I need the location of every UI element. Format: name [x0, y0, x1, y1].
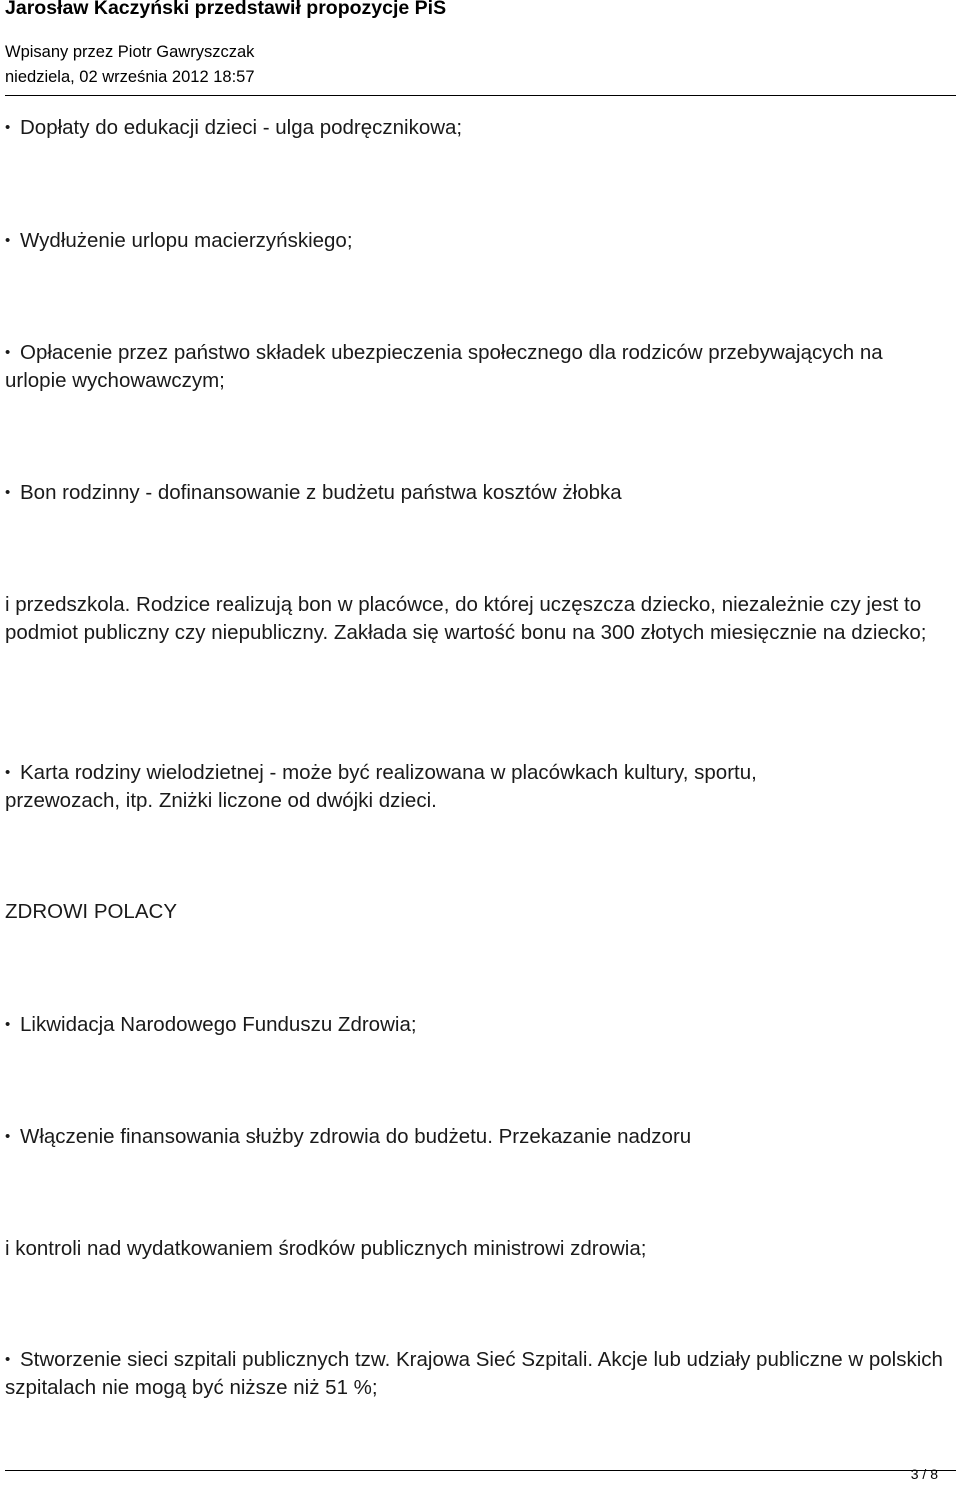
footer-divider: [5, 1470, 956, 1471]
bullet-icon: •: [5, 1128, 11, 1145]
paragraph: i przedszkola. Rodzice realizują bon w placówce, do której uczęszcza dziecko, niezależnie czy jest to podmiot publiczny czy niepubliczny. Zakłada się wartość bonu na 300 złotych miesięcznie na dziecko;: [5, 593, 927, 644]
list-item-text: Wydłużenie urlopu macierzyńskiego;: [20, 229, 353, 252]
list-item: [5, 339, 935, 395]
paragraph: i kontroli nad wydatkowaniem środków publicznych ministrowi zdrowia;: [5, 1237, 647, 1260]
article-author: Wpisany przez Piotr Gawryszczak: [5, 43, 255, 61]
list-item: [5, 759, 865, 815]
bullet-icon: •: [5, 1016, 11, 1033]
list-item: [5, 479, 957, 507]
bullet-icon: •: [5, 484, 11, 501]
list-item-text: Karta rodziny wielodzietnej - może być realizowana w placówkach kultury, sportu, przewozach, itp. Zniżki liczone od dwójki dzieci.: [5, 761, 757, 812]
bullet-icon: •: [5, 764, 11, 781]
list-item: [5, 1346, 957, 1402]
bullet-icon: •: [5, 344, 11, 361]
list-item-text: Opłacenie przez państwo składek ubezpieczenia społecznego dla rodziców przebywających na urlopie wychowawczym;: [5, 341, 883, 392]
article-date: niedziela, 02 września 2012 18:57: [5, 68, 255, 86]
list-item: [5, 1123, 957, 1151]
article-title: Jarosław Kaczyński przedstawił propozycje PiS: [5, 0, 447, 19]
header-divider: [5, 95, 956, 96]
list-item: [5, 114, 957, 142]
bullet-icon: •: [5, 232, 11, 249]
list-item-text: Włączenie finansowania służby zdrowia do budżetu. Przekazanie nadzoru: [20, 1125, 692, 1148]
list-item-text: Likwidacja Narodowego Funduszu Zdrowia;: [20, 1013, 417, 1036]
list-item: [5, 227, 957, 255]
section-heading: ZDROWI POLACY: [5, 900, 177, 923]
bullet-icon: •: [5, 1351, 11, 1368]
list-item-text: Dopłaty do edukacji dzieci - ulga podręcznikowa;: [20, 116, 463, 139]
page-number: 3 / 8: [910, 1466, 938, 1482]
bullet-icon: •: [5, 119, 11, 136]
list-item-text: Stworzenie sieci szpitali publicznych tzw. Krajowa Sieć Szpitali. Akcje lub udziały publiczne w polskich szpitalach nie mogą być niższe niż 51 %;: [5, 1348, 943, 1399]
list-item: [5, 1011, 957, 1039]
list-item-text: Bon rodzinny - dofinansowanie z budżetu państwa kosztów żłobka: [20, 481, 622, 504]
